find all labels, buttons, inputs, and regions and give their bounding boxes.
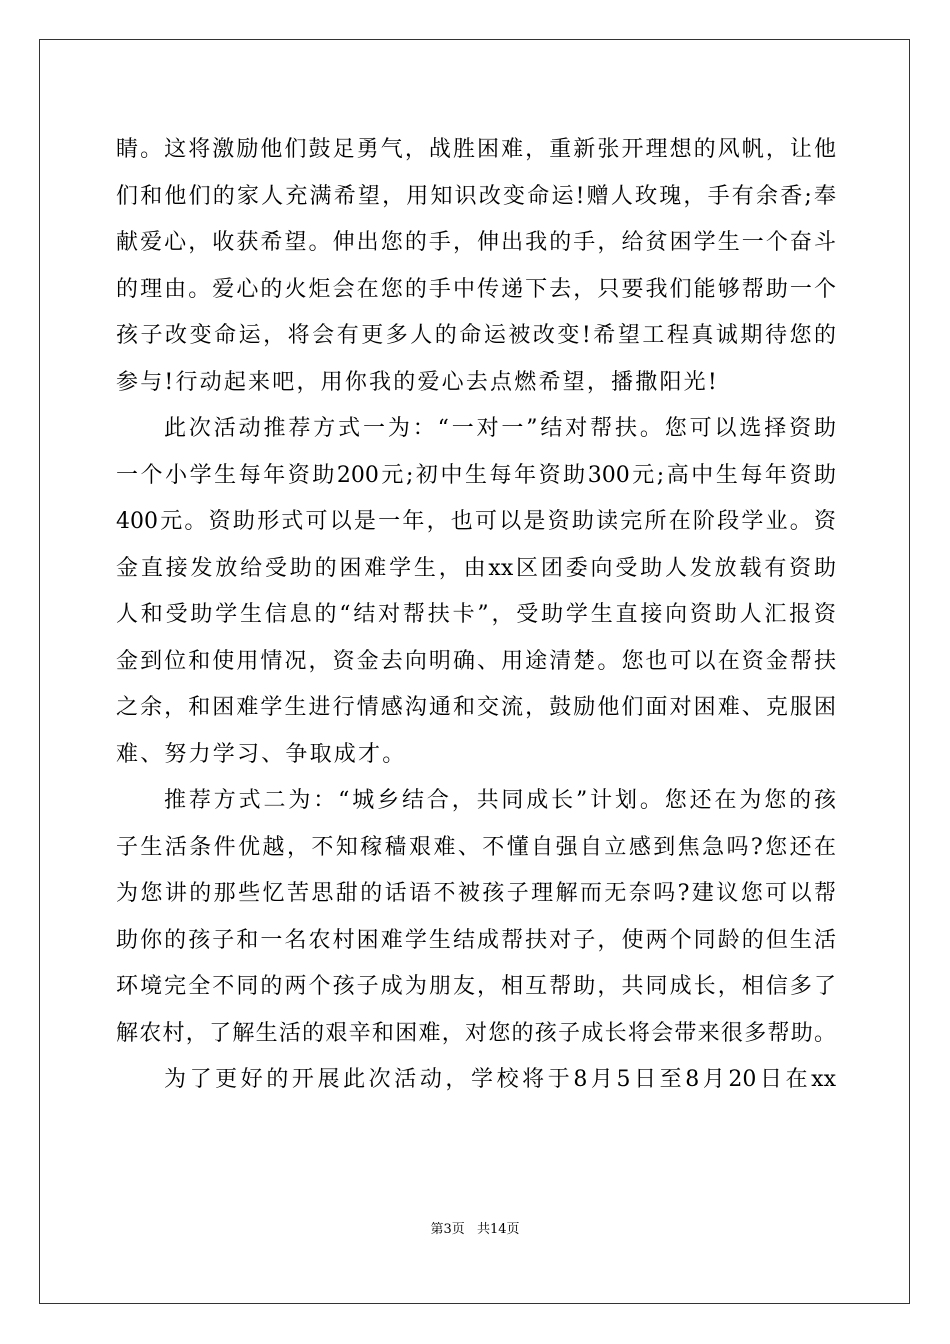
text-line: 人和受助学生信息的“结对帮扶卡”，受助学生直接向资助人汇报资 — [116, 602, 836, 627]
text-line: 的理由。爱心的火炬会在您的手中传递下去，只要我们能够帮助一个 — [116, 276, 836, 302]
text-line: 助你的孩子和一名农村困难学生结成帮扶对子，使两个同龄的但生活 — [116, 927, 836, 953]
text-line: 们和他们的家人充满希望，用知识改变命运!赠人玫瑰，手有余香;奉 — [116, 183, 836, 209]
text-line: 献爱心，收获希望。伸出您的手，伸出我的手，给贫困学生一个奋斗 — [116, 230, 836, 255]
text-line: 一个小学生每年资助200元;初中生每年资助300元;高中生每年资助 — [116, 462, 836, 488]
text-line: 金到位和使用情况，资金去向明确、用途清楚。您也可以在资金帮扶 — [116, 648, 836, 674]
total-pages: 共14页 — [476, 1222, 520, 1237]
text-line: 解农村，了解生活的艰辛和困难，对您的孩子成长将会带来很多帮助。 — [116, 1020, 836, 1046]
text-line: 之余，和困难学生进行情感沟通和交流，鼓励他们面对困难、克服困 — [116, 695, 836, 720]
paragraph-start-line: 推荐方式二为：“城乡结合，共同成长”计划。您还在为您的孩 — [164, 788, 836, 813]
page-footer — [0, 1218, 950, 1237]
text-line: 子生活条件优越，不知稼穑艰难、不懂自强自立感到焦急吗?您还在 — [116, 834, 836, 860]
document-body — [116, 127, 836, 1104]
text-line: 难、努力学习、争取成才。 — [116, 741, 407, 767]
text-line: 参与!行动起来吧，用你我的爱心去点燃希望，播撒阳光! — [116, 369, 719, 395]
text-line: 为您讲的那些忆苦思甜的话语不被孩子理解而无奈吗?建议您可以帮 — [116, 881, 836, 906]
text-line: 孩子改变命运，将会有更多人的命运被改变!希望工程真诚期待您的 — [116, 323, 836, 348]
text-line: 睛。这将激励他们鼓足勇气，战胜困难，重新张开理想的风帆，让他 — [116, 137, 836, 162]
paragraph-start-line: 为了更好的开展此次活动，学校将于8月5日至8月20日在xx — [164, 1067, 836, 1092]
text-line: 金直接发放给受助的困难学生，由xx区团委向受助人发放载有资助 — [116, 555, 836, 581]
paragraph-start-line: 此次活动推荐方式一为：“一对一”结对帮扶。您可以选择资助 — [164, 416, 836, 441]
text-line: 400元。资助形式可以是一年，也可以是资助读完所在阶段学业。资 — [116, 509, 836, 534]
page-number: 第3页 — [430, 1222, 465, 1237]
text-line: 环境完全不同的两个孩子成为朋友，相互帮助，共同成长，相信多了 — [116, 974, 836, 999]
